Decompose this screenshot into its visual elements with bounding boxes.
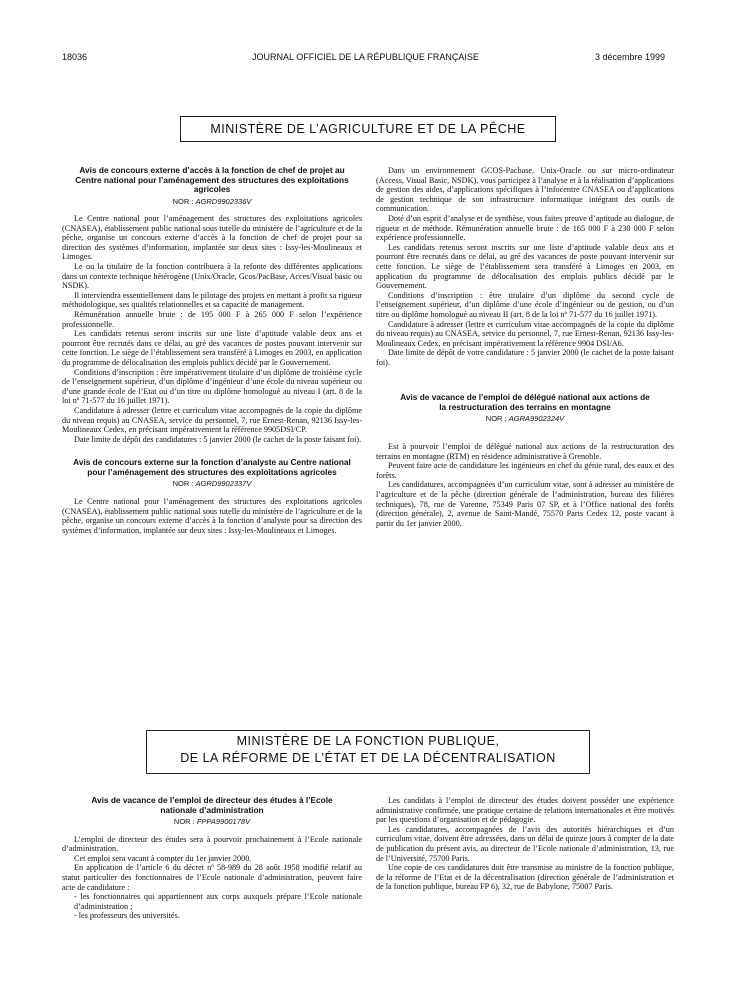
paragraph: Une copie de ces candidatures doit être transmise au ministre de la fonction publique, de la réforme de l’Etat et de la décentralisation (direction générale de l’administration et de la fonction publique, bureau FP 6), 32, rue de Babylone, 75007 Paris.: [376, 863, 674, 892]
notice-title: Avis de vacance de l’emploi de délégué national aux actions de la restructuration des terrains en montagne: [400, 392, 650, 412]
paragraph: Conditions d’inscription : être impérativement titulaire d’un diplôme de troisième cycle de l’enseignement supérieur, d’un diplôme d’ingénieur d’une école du niveau supérieur ou d’une grande école de l’Etat ou d’un titre ou diplôme homologué au niveau I (art. 8 de la loi nº 71-577 du 16 juillet 1971).: [62, 367, 362, 406]
nor-reference: NOR : FPPA9900178V: [173, 817, 251, 826]
issue-date: 3 décembre 1999: [594, 52, 665, 62]
paragraph: Doté d’un esprit d’analyse et de synthèse, vous faites preuve d’aptitude au dialogue, de rigueur et de méthode. Rémunération annuelle brute : de 165 000 F à 230 000 F selon expérience professionnelle.: [376, 213, 674, 243]
journal-title: JOURNAL OFFICIEL DE LA RÉPUBLIQUE FRANÇAISE: [252, 52, 479, 62]
right-column-top: [376, 166, 674, 528]
ministry-title-line2: DE LA RÉFORME DE L’ÉTAT ET DE LA DÉCENTRALISATION: [180, 751, 556, 765]
paragraph: Est à pourvoir l’emploi de délégué national aux actions de la restructuration des terrains en montagne (RTM) en résidence administrative à Grenoble.: [376, 442, 674, 461]
paragraph: Les candidatures, accompagnées de l’avis des autorités hiérarchiques et d’un curriculum vitae, doivent être adressées, dans un délai de quinze jours à compter de la date de publication du présent avis, au directeur de l’Ecole nationale d’administration, 13, rue de l’Université, 75700 Paris.: [376, 824, 674, 863]
list-item: - les fonctionnaires qui appartiennent aux corps auxquels prépare l’Ecole nationale d’administration ;: [74, 892, 362, 911]
ministry-heading-fonction-publique: [146, 730, 590, 774]
eligibility-list: [62, 892, 362, 921]
notice-title: Avis de concours externe sur la fonction d’analyste au Centre national pour l’aménagement des structures des exploitations agricoles: [73, 457, 351, 477]
paragraph: Date limite de dépôt de votre candidature : 5 janvier 2000 (le cachet de la poste faisant foi).: [376, 348, 674, 367]
paragraph: Date limite de dépôt des candidatures : 5 janvier 2000 (le cachet de la poste faisant foi).: [74, 434, 362, 444]
paragraph: Peuvent faire acte de candidature les ingénieurs en chef du génie rural, des eaux et des forêts.: [376, 461, 674, 480]
paragraph: Dans un environnement GCOS-Pacbase, Unix-Oracle ou sur micro-ordinateur (Access, Visual Basic, NSDK), vous participez à l’analyse et à la réalisation d’applications de gestion des aides, d’applications spécifiques à l’infocentre CNASEA ou d’applications de gestion technique de son infrastructure informatique intégrant des outils de communication.: [376, 166, 674, 214]
notice-title: Avis de concours externe d’accès à la fonction de chef de projet au Centre national pour l’aménagement des structures des exploitations agricoles: [75, 165, 349, 194]
right-column-bottom: [376, 796, 674, 892]
notice-body-continued: [376, 796, 674, 892]
paragraph: Les candidats retenus seront inscrits sur une liste d’aptitude valable deux ans et pourront être recrutés dans ce délai, au gré des vacances de postes pouvant intervenir sur cette fonction. Le siège de l’établissement sera transféré à Limoges en 2003, en application du programme de délocalisation des emplois publics décidé par le Gouvernement.: [62, 329, 362, 367]
paragraph: En application de l’article 6 du décret nº 58-989 du 28 août 1958 modifié relatif au statut particulier des fonctionnaires de l’Ecole nationale d’administration, peuvent faire acte de candidature :: [62, 863, 362, 892]
paragraph: Candidature à adresser (lettre et curriculum vitae accompagnés de la copie du diplôme du niveau requis) au CNASEA, service du personnel, 7, rue Ernest-Renan, 92136 Issy-les-Moulineaux Cedex, en précisant impérativement la référence 9905DSI/CP.: [62, 405, 362, 435]
notice-body: [376, 442, 674, 528]
paragraph: Les candidats retenus seront inscrits sur une liste d’aptitude valable deux ans et pourront être recrutés dans ce délai, au gré des vacances de poste pouvant intervenir sur cette fonction. Le siège de l’établissement sera transféré à Limoges en 2003, en application du programme de délocalisation des emplois publics décidé par le Gouvernement.: [376, 242, 674, 291]
paragraph: Les candidats à l’emploi de directeur des études doivent posséder une expérience administrative confirmée, une pratique certaine de relations internationales et être motivés par les questions d’organisation et de pédagogie.: [376, 796, 674, 825]
notice-body: [62, 835, 362, 921]
paragraph: Le ou la titulaire de la fonction contribuera à la refonte des différentes applications dans un contexte technique hétérogène (Unix/Oracle, Gcos/PacBase, Acces/Visual basic ou NSDK).: [62, 262, 362, 291]
notice-body: [62, 497, 362, 535]
ministry-heading-agriculture: [180, 116, 556, 142]
nor-reference: NOR : AGRD9902336V: [172, 196, 252, 206]
list-item: - les professeurs des universités.: [74, 911, 362, 921]
paragraph: Rémunération annuelle brute : de 195 000 F à 265 000 F selon l’expérience professionnelle.: [62, 310, 362, 329]
paragraph: Candidature à adresser (lettre et curriculum vitae accompagnés de la copie du diplôme du niveau requis) au CNASEA, service du personnel, 7, rue Ernest-Renan, 92136 Issy-les-Moulineaux Cedex, en précisant impérativement la référence 9904 DSI/A6.: [376, 319, 674, 348]
page-number: 18036: [62, 52, 88, 62]
paragraph: L’emploi de directeur des études sera à pourvoir prochainement à l’Ecole nationale d’administration.: [62, 834, 362, 854]
paragraph: Le Centre national pour l’aménagement des structures des exploitations agricoles (CNASEA), établissement public national sous tutelle du ministère de l’agriculture et de la pêche, organise un concours externe d’accès à la fonction d’analyste pour sa direction des systèmes d’information, implantée sur deux sites : Issy-les-Moulineaux et Limoges.: [62, 496, 362, 535]
paragraph: Les candidatures, accompagnées d’un curriculum vitae, sont à adresser au ministère de l’agriculture et de la pêche (direction générale de l’administration, bureau des filières techniques), 78, rue de Varenne, 75349 Paris 07 SP, et à l’Office national des forêts (direction générale), 2, avenue de Saint-Mandé, 75570 Paris Cedex 12, poste vacant à partir du 1er janvier 2000.: [376, 480, 674, 528]
left-column-bottom: [62, 796, 362, 921]
ministry-title: MINISTÈRE DE L’AGRICULTURE ET DE LA PÊCHE: [210, 122, 526, 136]
nor-reference: NOR : AGRA9902324V: [485, 414, 565, 424]
paragraph: Cet emploi sera vacant à compter du 1er janvier 2000.: [74, 853, 252, 863]
left-column-top: [62, 166, 362, 535]
notice-body: [62, 214, 362, 444]
notice-title: Avis de vacance de l’emploi de directeur des études à l’Ecole nationale d’administration: [91, 795, 333, 815]
ministry-title-line1: MINISTÈRE DE LA FONCTION PUBLIQUE,: [236, 734, 500, 748]
nor-reference: NOR : AGRD9902337V: [172, 479, 252, 489]
paragraph: Conditions d’inscription : être titulaire d’un diplôme du second cycle de l’enseignement supérieur, d’un diplôme d’une école d’ingénieur ou de gestion, ou d’un titre ou diplôme homologué au niveau II (art. 8 de la loi nº 71-577 du 16 juillet 1971).: [376, 290, 674, 319]
paragraph: Il interviendra essentiellement dans le pilotage des projets en mettant à profit sa rigueur méthodologique, ses qualités relationnelles et sa capacité de management.: [62, 290, 362, 310]
paragraph: Le Centre national pour l’aménagement des structures des exploitations agricoles (CNASEA), établissement public national sous tutelle du ministère de l’agriculture et de la pêche, organise un concours externe d’accès à la fonction de chef de projet pour sa direction des systèmes d’information, implantée sur deux sites : Issy-les-Moulineaux et Limoges.: [62, 214, 362, 262]
notice-body-continued: [376, 166, 674, 367]
